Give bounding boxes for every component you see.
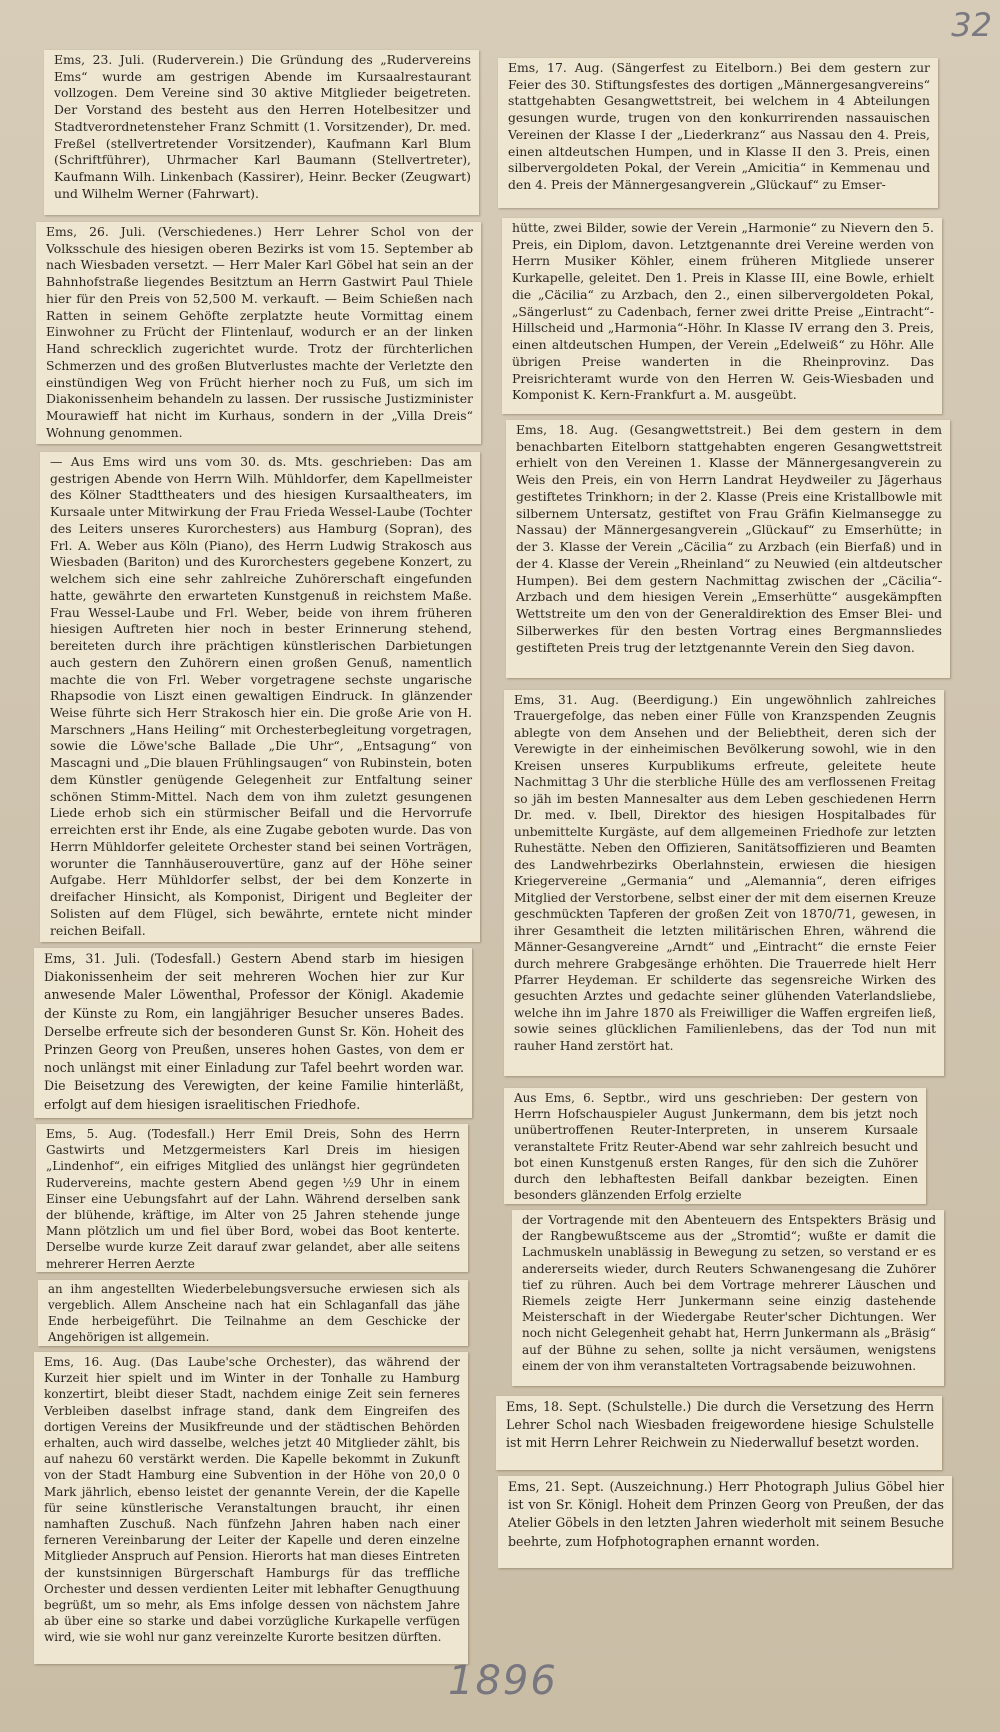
clipping-text: Ems, 16. Aug. (Das Laube'sche Orchester), das während der Kurzeit hier spielt und im Winter in der Tonhalle zu Hamburg konzertirt, bleibt dieser Stadt, nachdem einige Zeit sein ferneres Verbleiben daselbst infrage stand, dank dem Eingreifen des dortigen Vereins der Musikfreunde und der städtischen Behörden erhalten, auch wird dasselbe, welches jetzt 40 Mitglieder zählt, bis auf nahezu 60 verstärkt werden. Die Kapelle bekommt in Zukunft von der Stadt Hamburg eine Subvention in der Höhe von 20,0 0 Mark jährlich, ebenso leistet der genannte Verein, der die Kapelle für seine künstlerische Veranstaltungen braucht, ihr einen namhaften Zuschuß. Nach fünfzehn Jahren haben nach einer ferneren Vereinbarung der Leiter der Kapelle und deren einzelne Mitglieder Anspruch auf Pension. Hierorts hat man dieses Eintreten der kunstsinnigen Bürgerschaft Hamburgs für das treffliche Orchester und dessen verdienten Leiter mit lebhafter Genugthuung begrüßt, um so mehr, als Ems infolge dessen von nächstem Jahre ab über eine so starke und dabei vorzügliche Kurkapelle verfügen wird, wie sie wohl nur ganz vereinzelte Kurorte besitzen dürften. [44, 1355, 460, 1645]
page-number: 32 [951, 6, 992, 44]
clipping-text: an ihm angestellten Wiederbelebungsversuche erwiesen sich als vergeblich. Allem Anscheine nach hat ein Schlaganfall das jähe Ende herbeigeführt. Die Teilnahme an dem Geschicke der Angehörigen ist allgemein. [48, 1282, 460, 1344]
year-annotation: 1896 [448, 1658, 558, 1704]
clipping-text: Ems, 18. Aug. (Gesangwettstreit.) Bei dem gestern in dem benachbarten Eitelborn stattgehabten engeren Gesangwettstreit erhielt von den Vereinen 1. Klasse der Männergesangverein zu Weis den Preis, ein von Herrn Landrat Heydweiler zu Jägerhaus gestiftetes Trinkhorn; in der 2. Klasse (Preis eine Kristallbowle mit silbernem Untersatz, gestiftet von Frau Gräfin Kielmansegge zu Nassau) der Männergesangverein „Glückauf“ zu Emserhütte; in der 3. Klasse der Verein „Cäcilia“ zu Arzbach (ein Bierfaß) und in der 4. Klasse der Verein „Rheinland“ zu Neuwied (ein altdeutscher Humpen). Bei dem gestern Nachmittag zwischen der „Cäcilia“-Arzbach und dem hiesigen Verein „Emserhütte“ ausgekämpften Wettstreite um den von der Generaldirektion des Emser Blei- und Silberwerkes für den besten Vortrag eines Bergmannsliedes gestifteten Preis trug der letztgenannte Verein den Sieg davon. [516, 422, 942, 655]
clipping-beerdigung [504, 690, 944, 1076]
clipping-text: Ems, 23. Juli. (Ruderverein.) Die Gründung des „Rudervereins Ems“ wurde am gestrigen Abende im Kursaalrestaurant vollzogen. Dem Vereine sind 30 aktive Mitglieder beigetreten. Der Vorstand des besteht aus den Herren Hotelbesitzer und Stadtverordnetensteher Franz Schmitt (1. Vorsitzender), Dr. med. Freßel (stellvertretender Vorsitzender), Kaufmann Karl Blum (Schriftführer), Uhrmacher Karl Baumann (Stellvertreter), Kaufmann Wilh. Linkenbach (Kassirer), Heinr. Becker (Zeugwart) und Wilhelm Werner (Fahrwart). [54, 52, 471, 201]
clipping-todesfall-loewenthal [34, 948, 472, 1118]
clipping-text: Ems, 21. Sept. (Auszeichnung.) Herr Photograph Julius Göbel hier ist von Sr. Königl. Hoheit dem Prinzen Georg von Preußen, der das Atelier Göbels in den letzten Jahren wiederholt mit seinem Besuche beehrte, zum Hofphotographen ernannt worden. [508, 1479, 944, 1549]
clipping-text: hütte, zwei Bilder, sowie der Verein „Harmonie“ zu Nievern den 5. Preis, ein Diplom, davon. Letztgenannte drei Vereine werden von Herrn Musiker Köhler, einem früheren Mitgliede unserer Kurkapelle, geleitet. Den 1. Preis in Klasse III, eine Bowle, erhielt die „Cäcilia“ zu Arzbach, den 2., einen silbervergoldeten Pokal, „Sängerlust“ zu Cadenbach, ferner zwei dritte Preise „Eintracht“-Hillscheid und „Harmonia“-Höhr. In Klasse IV errang den 3. Preis, einen altdeutschen Humpen, der Verein „Edelweiß“ zu Höhr. Alle übrigen Preise wanderten in die Rheinprovinz. Das Preisrichteramt wurde von den Herren W. Geis-Wiesbaden und Komponist K. Kern-Frankfurt a. M. ausgeübt. [512, 220, 934, 403]
clipping-gesangwettstreit [506, 420, 950, 678]
clipping-schulstelle [496, 1396, 942, 1470]
clipping-konzert [40, 452, 480, 942]
clipping-text: Ems, 26. Juli. (Verschiedenes.) Herr Lehrer Schol von der Volksschule des hiesigen oberen Bezirks ist vom 15. September ab nach Wiesbaden versetzt. — Herr Maler Karl Göbel hat sein an der Bahnhofstraße liegendes Besitztum an Herrn Gastwirt Paul Thiele hier für den Preis von 52,500 M. verkauft. — Beim Schießen nach Ratten in seinem Gehöfte zerplatzte heute Vormittag einem Einwohner zu Frücht der Flintenlauf, wodurch er an der linken Hand schrecklich zugerichtet wurde. Trotz der fürchterlichen Schmerzen und des großen Blutverlustes machte der Verletzte den einstündigen Weg von Frücht hierher noch zu Fuß, um sich im Diakonissenheim behandeln zu lassen. Der russische Justizminister Mourawieff hat nicht im Kurhaus, sondern in der „Villa Dreis“ Wohnung genommen. [46, 224, 473, 440]
clipping-laube-orchester [34, 1352, 468, 1664]
clipping-reuter-abend [504, 1088, 926, 1204]
clipping-text: Ems, 18. Sept. (Schulstelle.) Die durch die Versetzung des Herrn Lehrer Schol nach Wiesbaden freigewordene hiesige Schulstelle ist mit Herrn Lehrer Reichwein zu Niederwalluf besetzt worden. [506, 1399, 934, 1451]
clipping-todesfall-dreis-cont [38, 1280, 468, 1346]
clipping-text: der Vortragende mit den Abenteuern des Entspekters Bräsig und der Rangbewußtsceme aus der „Stromtid“; wußte er damit die Lachmuskeln unablässig in Bewegung zu setzen, so verstand er es andererseits wieder, durch Reuters Schwanengesang die Zuhörer tief zu rühren. Auch bei dem Vortrage mehrerer Läuschen und Riemels zeigte Herr Junkermann seine einzig dastehende Meisterschaft in der Wiedergabe Reuter'scher Dichtungen. Wer noch nicht Gelegenheit gehabt hat, Herrn Junkermann als „Bräsig“ auf der Bühne zu sehen, sollte ja nicht versäumen, wenigstens einem der von ihm veranstalteten Vortragsabende beizuwohnen. [522, 1213, 936, 1373]
clipping-verschiedenes [36, 222, 481, 444]
clipping-text: — Aus Ems wird uns vom 30. ds. Mts. geschrieben: Das am gestrigen Abende von Herrn Wilh. Mühldorfer, dem Kapellmeister des Kölner Stadttheaters und des hiesigen Kursaaltheaters, im Kursaale unter Mitwirkung der Frau Frieda Wessel-Laube (Tochter des Leiters unseres Kurorchesters) aus Hamburg (Sopran), des Frl. A. Weber aus Köln (Piano), des Herrn Ludwig Strakosch aus Wiesbaden (Bariton) und des Kurorchesters gegebene Konzert, zu welchem sich eine sehr zahlreiche Zuhörerschaft eingefunden hatte, gewährte den erwarteten Kunstgenuß in reichstem Maße. Frau Wessel-Laube und Frl. Weber, beide von ihrem früheren hiesigen Auftreten hier noch in bester Erinnerung stehend, bereiteten durch ihre prächtigen künstlerischen Darbietungen auch gestern den Zuhörern einen großen Genuß, namentlich machte die von Frl. Weber vorgetragene sechste ungarische Rhapsodie von Liszt einen gewaltigen Eindruck. In glänzender Weise führte sich Herr Strakosch hier ein. Die große Arie von H. Marschners „Hans Heiling“ mit Orchesterbegleitung vorgetragen, sowie die Löwe'sche Ballade „Die Uhr“, „Entsagung“ von Mascagni und „Die blauen Frühlingsaugen“ von Rubinstein, boten dem Künstler genügende Gelegenheit zur Entfaltung seiner schönen Stimm-Mittel. Nach dem von ihm zuletzt gesungenen Liede erhob sich ein stürmischer Beifall und die Hervorrufe erreichten erst ihr Ende, als eine Zugabe geboten wurde. Das von Herrn Mühldorfer geleitete Orchester stand bei seinen Vorträgen, worunter die Tannhäuserouvertüre, ganz auf der Höhe seiner Aufgabe. Herr Mühldorfer selbst, der bei dem Konzerte in dreifacher Hinsicht, als Komponist, Dirigent und Begleiter der Solisten auf dem Flügel, sich bewährte, erntete nicht minder reichen Beifall. [50, 454, 472, 938]
clipping-text: Ems, 31. Aug. (Beerdigung.) Ein ungewöhnlich zahlreiches Trauergefolge, das neben einer Fülle von Kranzspenden Zeugnis ablegte von dem Ansehen und der Beliebtheit, deren sich der Verewigte in der einheimischen Bevölkerung sowohl, wie in den Kreisen unseres Kurpublikums erfreute, geleitete heute Nachmittag 3 Uhr die sterbliche Hülle des am verflossenen Freitag so jäh im besten Mannesalter aus dem Leben geschiedenen Herrn Dr. med. v. Ibell, Direktor des hiesigen Hospitalbades für unbemittelte Kurgäste, auf dem allgemeinen Friedhofe zur letzten Ruhestätte. Neben den Offizieren, Sanitätsoffizieren und Beamten des Landwehrbezirks Oberlahnstein, erwiesen die hiesigen Kriegervereine „Germania“ und „Alemannia“, deren eifriges Mitglied der Verstorbene, selbst einer der mit dem eisernen Kreuze geschmückten Tapferen der großen Zeit von 1870/71, gewesen, in ihrer Gesamtheit die letzten militärischen Ehren, während die Männer-Gesangvereine „Arndt“ und „Eintracht“ die ernste Feier durch mehrere Grabgesänge erhöhten. Die Trauerrede hielt Herr Pfarrer Heydeman. Er schilderte das segensreiche Wirken des gesuchten Arztes und gedachte seiner glühenden Vaterlandsliebe, welche ihn im Jahre 1870 als Freiwilliger die Waffen ergreifen ließ, sowie seines glücklichen Familienlebens, das der Tod nun mit rauher Hand zerstört hat. [514, 693, 936, 1053]
clipping-todesfall-dreis [36, 1124, 468, 1272]
clipping-text: Ems, 17. Aug. (Sängerfest zu Eitelborn.) Bei dem gestern zur Feier des 30. Stiftungsfestes des dortigen „Männergesangvereins“ stattgehabten Gesangwettstreit, bei welchem in 4 Abteilungen gesungen wurde, trugen von den konkurrirenden nassauischen Vereinen der Klasse I der „Liederkranz“ aus Nassau den 4. Preis, einen altdeutschen Humpen, und in Klasse II den 3. Preis, einen silbervergoldeten Pokal, der Verein „Amicitia“ in Kemmenau und den 4. Preis der Männergesangverein „Glückauf“ zu Emser- [508, 60, 930, 193]
clipping-text: Aus Ems, 6. Septbr., wird uns geschrieben: Der gestern von Herrn Hofschauspieler August Junkermann, dem bis jetzt noch unübertroffenen Reuter-Interpreten, in unserem Kursaale veranstaltete Fritz Reuter-Abend war sehr zahlreich besucht und bot einen Kunstgenuß ersten Ranges, für den sich die Zuhörer durch den lebhaftesten Beifall dankbar bezeigten. Einen besonders glänzenden Erfolg erzielte [514, 1091, 918, 1203]
clipping-ruderverein [44, 50, 479, 215]
clipping-saengerfest-cont [502, 218, 942, 414]
clipping-auszeichnung [498, 1476, 952, 1568]
clipping-text: Ems, 31. Juli. (Todesfall.) Gestern Abend starb im hiesigen Diakonissenheim der seit mehreren Wochen hier zur Kur anwesende Maler Löwenthal, Professor der Königl. Akademie der Künste zu Rom, ein langjähriger Besucher unseres Bades. Derselbe erfreute sich der besonderen Gunst Sr. Kön. Hoheit des Prinzen Georg von Preußen, unseres hohen Gastes, von dem er noch unlängst mit einer Einladung zur Tafel beehrt worden war. Die Beisetzung des Verewigten, der keine Familie hinterläßt, erfolgt auf dem hiesigen israelitischen Friedhofe. [44, 951, 464, 1112]
clipping-reuter-abend-cont [512, 1210, 944, 1386]
clipping-saengerfest [498, 58, 938, 208]
clipping-text: Ems, 5. Aug. (Todesfall.) Herr Emil Dreis, Sohn des Herrn Gastwirts und Metzgermeisters Karl Dreis im hiesigen „Lindenhof“, ein eifriges Mitglied des unlängst hier gegründeten Rudervereins, machte gestern Abend gegen ½9 Uhr in einem Einser eine Uebungsfahrt auf der Lahn. Während derselben sank der blühende, kräftige, im Alter von 25 Jahren stehende junge Mann plötzlich um und fiel über Bord, wobei das Boot kenterte. Derselbe wurde kurze Zeit darauf zwar gelandet, aber alle seitens mehrerer Herren Aerzte [46, 1127, 460, 1271]
